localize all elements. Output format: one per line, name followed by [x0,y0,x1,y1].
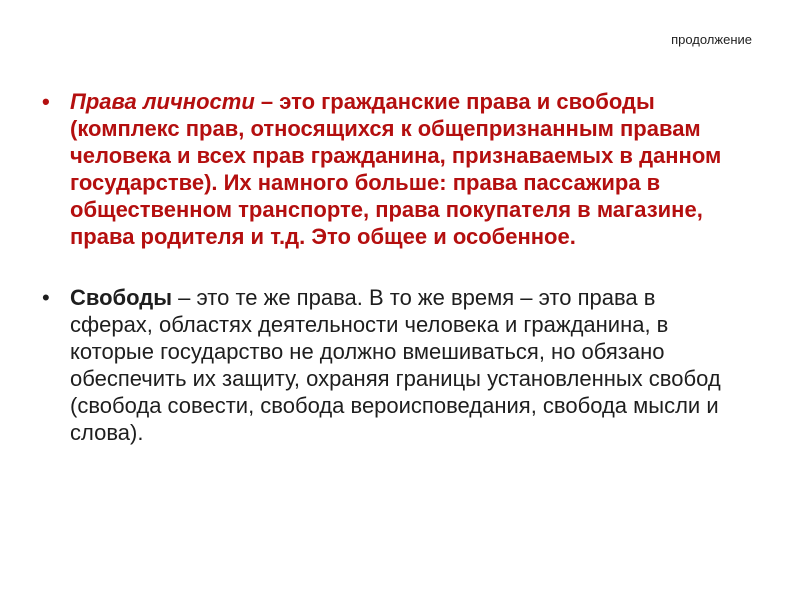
bullet-body-text: – это гражданские права и свободы (комплекс прав, относящихся к общепризнанным правам человека и всех прав гражданина, признаваемых в данном государстве). Их намного больше: права пассажира в общественном транспорте, права покупателя в магазине, права родителя и т.д. Это общее и особенное. [70,89,722,249]
bullet-list [34,88,734,446]
bullet-dot-icon: • [42,285,50,310]
bullet-lead-term: Свободы [70,285,173,310]
bullet-dot-icon: • [42,89,50,114]
bullet-personal-rights [34,88,734,250]
bullet-body-text: – это те же права. В то же время – это права в сферах, областях деятельности человека и гражданина, в которые государство не должно вмешиваться, но обязано обеспечить их защиту, охраняя границы установленных свобод (свобода совести, свобода вероисповедания, свобода мысли и слова). [70,285,721,445]
bullet-lead-term: Права личности [70,89,255,114]
bullet-freedoms [34,284,734,446]
continuation-note: продолжение [671,32,752,47]
